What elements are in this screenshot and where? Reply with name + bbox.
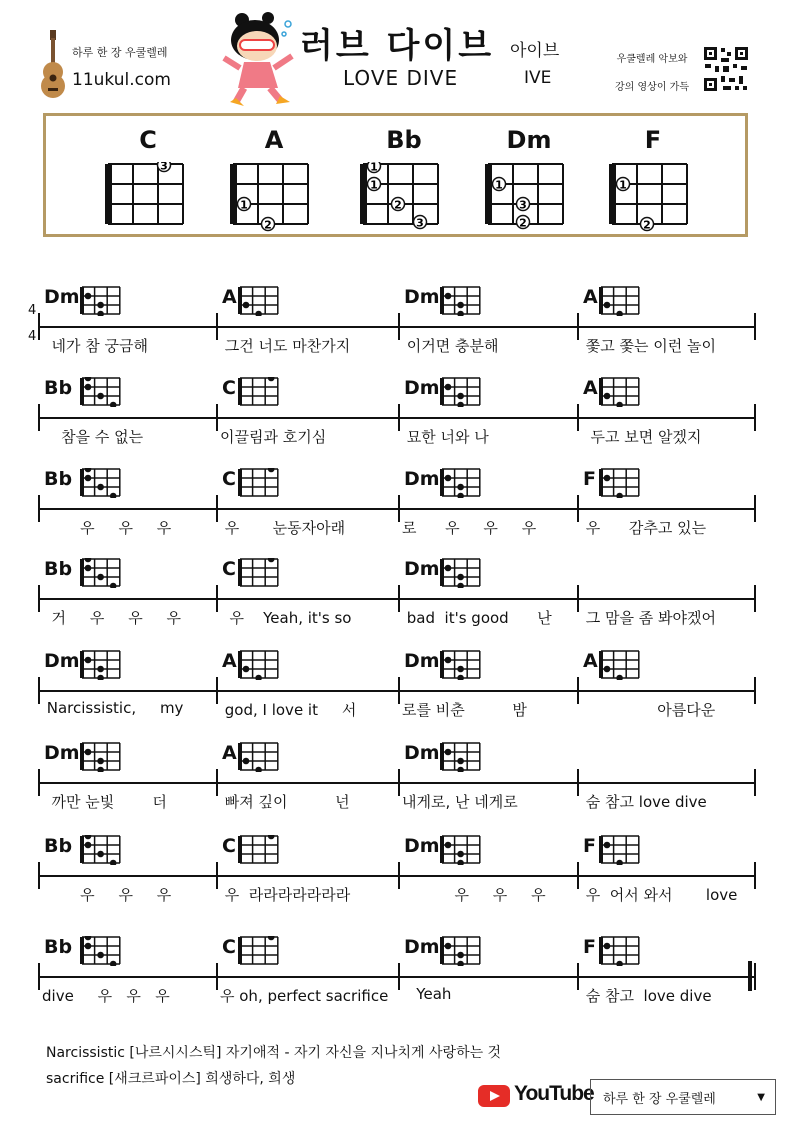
chord-label: C: [222, 468, 236, 490]
chord-label: A: [583, 286, 598, 308]
staff-line: [38, 976, 756, 978]
chord-label: C: [222, 377, 236, 399]
chord-mini-diagram-f: [599, 936, 641, 966]
bar-line: [38, 313, 40, 340]
bar-line: [38, 404, 40, 431]
staff-line: [38, 875, 756, 877]
bar-line: [398, 677, 400, 704]
chord-label: Dm: [404, 558, 440, 580]
chord-name-dm: Dm: [506, 126, 552, 154]
staff-line: [38, 782, 756, 784]
chord-diagram-bb: [358, 162, 442, 232]
channel-name: 하루 한 장 우쿨렐레: [603, 1091, 716, 1107]
bar-line: [754, 404, 756, 431]
chord-diagram-f: [607, 162, 691, 232]
lyric-text: 우 라라라라라라라: [220, 886, 351, 904]
bar-line: [577, 585, 579, 612]
chord-chart-box: [43, 113, 748, 237]
chord-name-f: F: [644, 126, 662, 154]
lyric-text: 우 어서 와서 love: [581, 886, 738, 904]
chord-mini-diagram-c: [238, 835, 280, 865]
bar-line: [754, 313, 756, 340]
bar-line: [754, 963, 756, 990]
bar-line: [398, 313, 400, 340]
chord-mini-diagram-dm: [440, 835, 482, 865]
chord-mini-diagram-dm: [80, 742, 122, 772]
bar-line: [577, 963, 579, 990]
lyric-text: 우 Yeah, it's so: [220, 609, 352, 627]
chord-label: Bb: [44, 835, 73, 857]
bar-line: [754, 585, 756, 612]
chord-mini-diagram-dm: [440, 936, 482, 966]
chord-mini-diagram-c: [238, 558, 280, 588]
chord-label: F: [583, 936, 596, 958]
svg-text:1: 1: [619, 178, 627, 192]
chord-label: Dm: [404, 742, 440, 764]
bar-line: [38, 862, 40, 889]
chord-label: Dm: [404, 650, 440, 672]
bar-line: [398, 769, 400, 796]
chord-label: A: [583, 650, 598, 672]
bar-line: [38, 495, 40, 522]
chord-diagram-c: [103, 162, 187, 232]
svg-text:3: 3: [519, 198, 527, 212]
chord-mini-diagram-dm: [80, 650, 122, 680]
artist-korean: 아이브: [510, 41, 560, 61]
chord-diagram-a: [228, 162, 312, 232]
bar-line: [216, 585, 218, 612]
footnote-narcissistic: Narcissistic [나르시시스틱] 자기애적 - 자기 자신을 지나치게 사랑하는 것: [46, 1045, 502, 1061]
chord-label: Dm: [404, 835, 440, 857]
chord-mini-diagram-bb: [80, 377, 122, 407]
svg-text:1: 1: [495, 178, 503, 192]
chord-label: Bb: [44, 468, 73, 490]
promo-line-1: 우쿨렐레 악보와: [616, 54, 688, 65]
staff-line: [38, 690, 756, 692]
bar-line: [216, 862, 218, 889]
chord-mini-diagram-c: [238, 936, 280, 966]
brand-tagline: 하루 한 장 우쿨렐레: [72, 46, 168, 59]
bar-line: [577, 313, 579, 340]
bar-line: [38, 677, 40, 704]
chord-label: C: [222, 936, 236, 958]
chord-mini-diagram-c: [238, 377, 280, 407]
lyric-text: dive 우 우 우: [42, 987, 170, 1005]
lyric-text: 쫓고 쫓는 이런 놀이: [581, 337, 716, 355]
bar-line: [216, 404, 218, 431]
chord-mini-diagram-dm: [440, 558, 482, 588]
chord-label: C: [222, 835, 236, 857]
chord-label: Dm: [44, 286, 80, 308]
bar-line: [216, 769, 218, 796]
ukulele-logo-icon: [38, 28, 68, 102]
bar-line: [577, 677, 579, 704]
chord-mini-diagram-dm: [440, 377, 482, 407]
chord-mini-diagram-c: [238, 468, 280, 498]
staff-line: [38, 417, 756, 419]
chord-mini-diagram-dm: [440, 650, 482, 680]
chord-label: Dm: [404, 936, 440, 958]
bar-line: [216, 677, 218, 704]
footnote-sacrifice: sacrifice [새크르파이스] 희생하다, 희생: [46, 1071, 296, 1087]
bar-line: [398, 404, 400, 431]
lyric-text: 그 맘을 좀 봐야겠어: [581, 609, 716, 627]
lyric-text: 숨 참고 love dive: [581, 793, 707, 811]
chord-mini-diagram-dm: [80, 286, 122, 316]
lyric-text: 로를 비춘 밤: [402, 701, 527, 719]
lyric-text: 그건 너도 마찬가지: [220, 337, 351, 355]
svg-text:2: 2: [394, 198, 402, 212]
chord-label: Bb: [44, 377, 73, 399]
staff-line: [38, 598, 756, 600]
bar-line: [38, 963, 40, 990]
chord-label: Dm: [44, 742, 80, 764]
bar-line: [754, 862, 756, 889]
chord-name-bb: Bb: [386, 126, 422, 154]
staff-line: [38, 326, 756, 328]
bar-line: [577, 495, 579, 522]
svg-text:3: 3: [160, 162, 168, 173]
chord-label: A: [222, 286, 237, 308]
chord-label: A: [222, 650, 237, 672]
chord-label: C: [222, 558, 236, 580]
lyric-text: 두고 보면 알겠지: [581, 428, 702, 446]
bar-line: [398, 862, 400, 889]
chord-label: A: [583, 377, 598, 399]
bar-line: [577, 404, 579, 431]
svg-text:3: 3: [416, 216, 424, 230]
chord-mini-diagram-bb: [80, 558, 122, 588]
lyric-text: Yeah: [402, 985, 452, 1003]
youtube-play-icon: [478, 1084, 510, 1108]
chord-mini-diagram-a: [238, 742, 280, 772]
diving-girl-illustration: [222, 10, 297, 112]
lyric-text: 숨 참고 love dive: [581, 987, 712, 1005]
chord-label: Dm: [404, 286, 440, 308]
promo-line-2: 강의 영상이 가득: [615, 82, 689, 93]
lyric-text: 거 우 우 우: [42, 609, 182, 627]
bar-line: [577, 862, 579, 889]
youtube-wordmark[interactable]: YouTube: [514, 1082, 594, 1105]
svg-text:2: 2: [264, 218, 272, 232]
artist-english: IVE: [524, 68, 552, 88]
lyric-text: 아름다운: [581, 701, 716, 719]
chord-mini-diagram-dm: [440, 742, 482, 772]
bar-line: [398, 963, 400, 990]
lyric-text: 우 우 우: [42, 519, 172, 537]
svg-text:2: 2: [519, 216, 527, 230]
lyric-text: Narcissistic, my: [42, 699, 184, 717]
svg-text:1: 1: [240, 198, 248, 212]
lyric-text: 빠져 깊이 넌: [220, 793, 350, 811]
chord-label: Bb: [44, 936, 73, 958]
chord-mini-diagram-a: [238, 650, 280, 680]
qr-code-icon[interactable]: [703, 46, 749, 96]
bar-line: [754, 495, 756, 522]
lyric-text: 묘한 너와 나: [402, 428, 489, 446]
bar-line: [577, 769, 579, 796]
svg-text:1: 1: [370, 178, 378, 192]
lyric-text: 참을 수 없는: [42, 428, 144, 446]
chord-mini-diagram-a: [599, 650, 641, 680]
chord-mini-diagram-bb: [80, 936, 122, 966]
bar-line: [216, 313, 218, 340]
bar-line: [398, 495, 400, 522]
chord-mini-diagram-a: [238, 286, 280, 316]
svg-text:2: 2: [643, 218, 651, 232]
lyric-text: 이끌림과 호기심: [220, 428, 327, 446]
lyric-text: 네가 참 궁금해: [42, 337, 149, 355]
final-bar-line: [748, 961, 752, 991]
lyric-text: 로 우 우 우: [402, 519, 537, 537]
bar-line: [38, 585, 40, 612]
lyric-text: 우 우 우: [402, 886, 546, 904]
bar-line: [38, 769, 40, 796]
lyric-text: bad it's good 난: [402, 609, 552, 627]
bar-line: [216, 963, 218, 990]
staff-line: [38, 508, 756, 510]
brand-site-link[interactable]: 11ukul.com: [72, 70, 171, 90]
bar-line: [398, 585, 400, 612]
song-title-english: LOVE DIVE: [343, 66, 459, 90]
bar-line: [216, 495, 218, 522]
lyric-text: 우 눈동자아래: [220, 519, 346, 537]
chord-mini-diagram-bb: [80, 468, 122, 498]
chord-label: F: [583, 835, 596, 857]
time-signature-top: 4: [28, 303, 37, 318]
lyric-text: 우 oh, perfect sacrifice: [220, 987, 389, 1005]
chord-mini-diagram-dm: [440, 468, 482, 498]
bar-line: [754, 677, 756, 704]
lyric-text: 내게로, 난 네게로: [402, 793, 518, 811]
chord-label: Bb: [44, 558, 73, 580]
lyric-text: god, I love it 서: [220, 701, 357, 719]
time-signature-bottom: 4: [28, 329, 37, 344]
svg-text:1: 1: [370, 162, 378, 174]
youtube-logo[interactable]: [478, 1084, 510, 1112]
chord-mini-diagram-f: [599, 835, 641, 865]
chord-label: Dm: [404, 468, 440, 490]
chord-label: A: [222, 742, 237, 764]
chord-mini-diagram-f: [599, 468, 641, 498]
lyric-text: 우 우 우: [42, 886, 172, 904]
chord-diagram-dm: [483, 162, 567, 232]
chord-label: F: [583, 468, 596, 490]
lyric-text: 우 감추고 있는: [581, 519, 707, 537]
chord-mini-diagram-bb: [80, 835, 122, 865]
chord-mini-diagram-a: [599, 286, 641, 316]
chord-name-a: A: [264, 126, 284, 154]
dropdown-arrow-icon: ▼: [757, 1092, 765, 1103]
channel-select[interactable]: [590, 1079, 776, 1115]
lyric-text: 까만 눈빛 더: [42, 793, 167, 811]
chord-mini-diagram-a: [599, 377, 641, 407]
chord-label: Dm: [404, 377, 440, 399]
lyric-text: 이거면 충분해: [402, 337, 499, 355]
bar-line: [754, 769, 756, 796]
chord-name-c: C: [139, 126, 157, 154]
chord-mini-diagram-dm: [440, 286, 482, 316]
song-title-korean: 러브 다이브: [300, 26, 495, 66]
chord-label: Dm: [44, 650, 80, 672]
